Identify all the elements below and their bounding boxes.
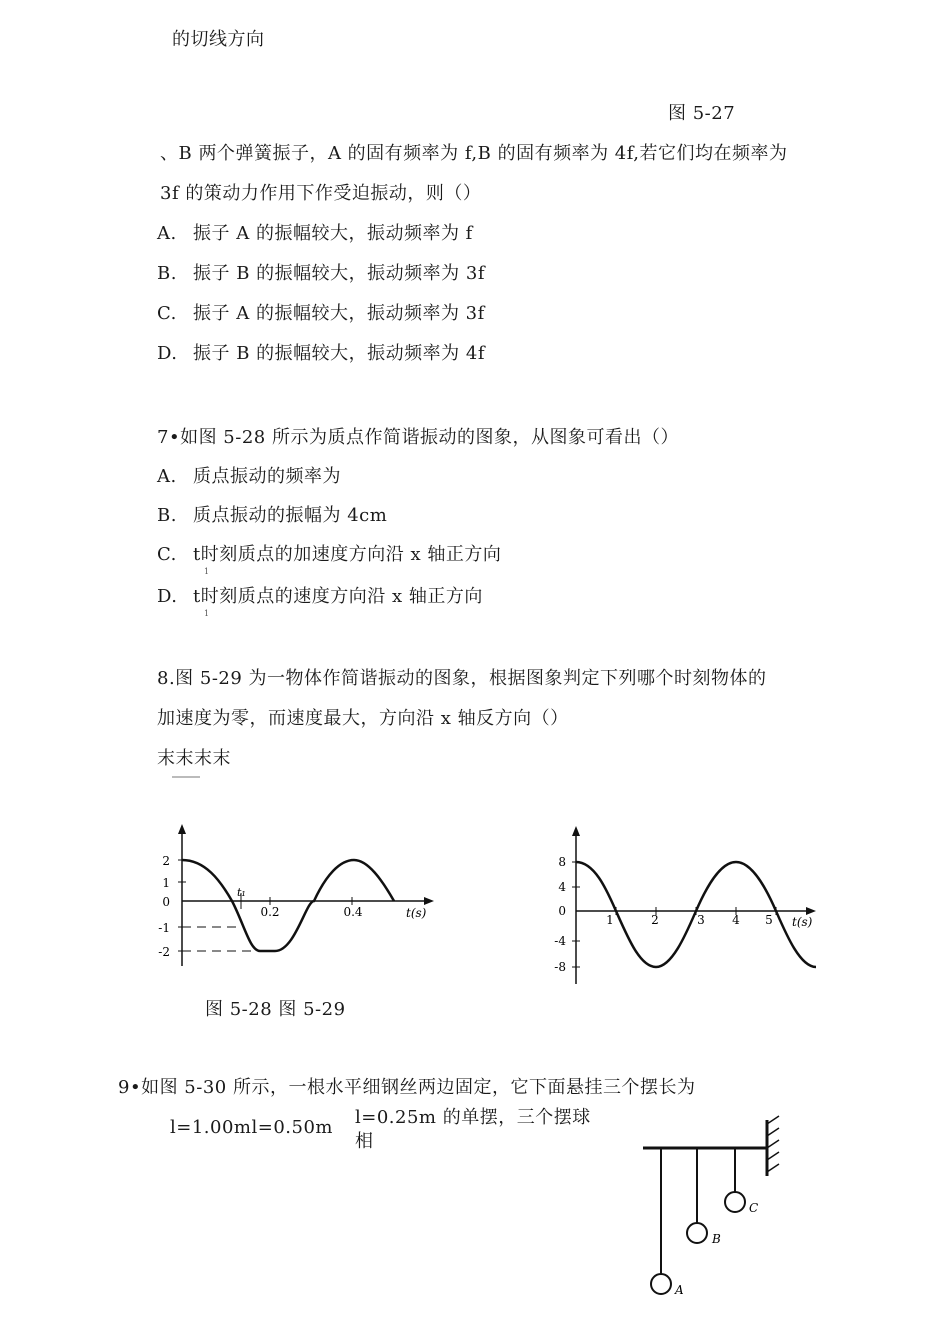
- option-letter: A.: [157, 466, 177, 487]
- pendulum-b-ball: [687, 1223, 707, 1243]
- pendulum-a-label: A: [675, 1283, 684, 1297]
- y-tick-label: 4: [558, 880, 566, 894]
- wall-hatch: [767, 1128, 779, 1136]
- option-text: 时刻质点的速度方向沿 x 轴正方向: [200, 586, 483, 607]
- figure-5-29: [540, 822, 830, 986]
- q6-option-b: [157, 262, 485, 286]
- q8-choices-line: 末末末末: [157, 748, 231, 769]
- wall-hatch: [767, 1140, 779, 1148]
- q7-option-d: [157, 585, 483, 609]
- wall-hatch: [767, 1152, 779, 1160]
- option-text: 振子 B 的振幅较大，振动频率为 4f: [193, 343, 486, 364]
- option-text: 振子 A 的振幅较大，振动频率为 f: [193, 223, 473, 244]
- y-tick-label: -8: [554, 960, 566, 974]
- option-text: 时刻质点的加速度方向沿 x 轴正方向: [200, 544, 502, 565]
- option-text: 振子 B 的振幅较大，振动频率为 3f: [193, 263, 486, 284]
- pendulum-a-ball: [651, 1274, 671, 1294]
- q7-option-d-subscript: 1: [204, 609, 210, 618]
- q9-stem: 9•如图 5-30 所示，一根水平细钢丝两边固定，它下面悬挂三个摆长为: [118, 1077, 696, 1098]
- x-tick-label: 1: [606, 913, 614, 927]
- x-tick-label: 4: [732, 913, 740, 927]
- option-letter: C.: [157, 303, 177, 324]
- top-line: 的切线方向: [172, 29, 265, 50]
- y-tick-label: 8: [558, 855, 566, 869]
- q6-stem-line1: 、B 两个弹簧振子，A 的固有频率为 f,B 的固有频率为 4f,若它们均在频率为: [160, 143, 788, 164]
- wall-hatch: [767, 1164, 779, 1172]
- q7-stem: 7•如图 5-28 所示为质点作简谐振动的图象，从图象可看出（）: [157, 427, 679, 448]
- x-axis-arrow: [424, 897, 434, 905]
- option-letter: A.: [157, 223, 177, 244]
- wall-hatch: [767, 1116, 779, 1124]
- y-tick-label: 2: [162, 854, 170, 868]
- option-text: 质点振动的振幅为 4cm: [193, 505, 388, 526]
- option-letter: B.: [157, 505, 177, 526]
- option-letter: C.: [157, 544, 177, 565]
- pendulum-c-ball: [725, 1192, 745, 1212]
- x-tick-label: 0.2: [260, 905, 280, 919]
- q6-option-c: [157, 302, 485, 326]
- q7-option-c-subscript: 1: [204, 567, 210, 576]
- q8-stem-line2: 加速度为零，而速度最大，方向沿 x 轴反方向（）: [157, 708, 569, 729]
- q7-option-a: [157, 465, 341, 489]
- t1-label: t₁: [237, 886, 246, 899]
- fig-captions: 图 5-28 图 5-29: [205, 999, 346, 1020]
- figure-5-29-svg: [540, 822, 830, 986]
- x-tick-label: 2: [651, 913, 659, 927]
- figure-5-28-svg: [150, 820, 440, 970]
- y-tick-label: 0: [558, 904, 566, 918]
- y-axis-arrow: [178, 824, 186, 834]
- y-tick-label: -2: [158, 945, 170, 959]
- figure-5-28: [150, 820, 440, 970]
- scan-smear: [172, 776, 200, 778]
- q7-option-c: [157, 543, 501, 567]
- option-text: 振子 A 的振幅较大，振动频率为 3f: [193, 303, 485, 324]
- y-tick-label: 0: [162, 895, 170, 909]
- q7-option-b: [157, 504, 387, 528]
- q8-stem-line1: 8.图 5-29 为一物体作简谐振动的图象，根据图象判定下列哪个时刻物体的: [157, 668, 767, 689]
- q9-lengths-left: l=1.00ml=0.50m: [170, 1117, 333, 1138]
- pendulum-c-label: C: [749, 1201, 759, 1215]
- figure-5-30: [635, 1114, 795, 1304]
- y-tick-label: 1: [162, 876, 170, 890]
- option-letter: B.: [157, 263, 177, 284]
- pendulum-b-label: B: [712, 1232, 721, 1246]
- q6-option-d: [157, 342, 485, 366]
- x-tick-label: 5: [765, 913, 773, 927]
- option-letter: D.: [157, 586, 178, 607]
- fig527-caption: 图 5-27: [668, 103, 736, 124]
- option-t: t: [193, 586, 201, 607]
- q9-lengths-right-line1: l=0.25m 的单摆，三个摆球: [355, 1107, 591, 1128]
- y-tick-label: -4: [554, 934, 566, 948]
- x-axis-arrow: [806, 907, 816, 915]
- option-letter: D.: [157, 343, 178, 364]
- y-tick-label: -1: [158, 921, 170, 935]
- q6-option-a: [157, 222, 473, 246]
- x-tick-label: 3: [697, 913, 705, 927]
- x-tick-label: 0.4: [343, 905, 363, 919]
- option-text: 质点振动的频率为: [193, 466, 341, 487]
- x-axis-label: t(s): [406, 906, 427, 920]
- q9-lengths-right-line2: 相: [355, 1131, 374, 1152]
- figure-5-30-svg: [635, 1114, 795, 1304]
- x-axis-label: t(s): [792, 915, 813, 929]
- q6-stem-line2: 3f 的策动力作用下作受迫振动，则（）: [160, 183, 482, 204]
- option-t: t: [193, 544, 201, 565]
- y-axis-arrow: [572, 826, 580, 836]
